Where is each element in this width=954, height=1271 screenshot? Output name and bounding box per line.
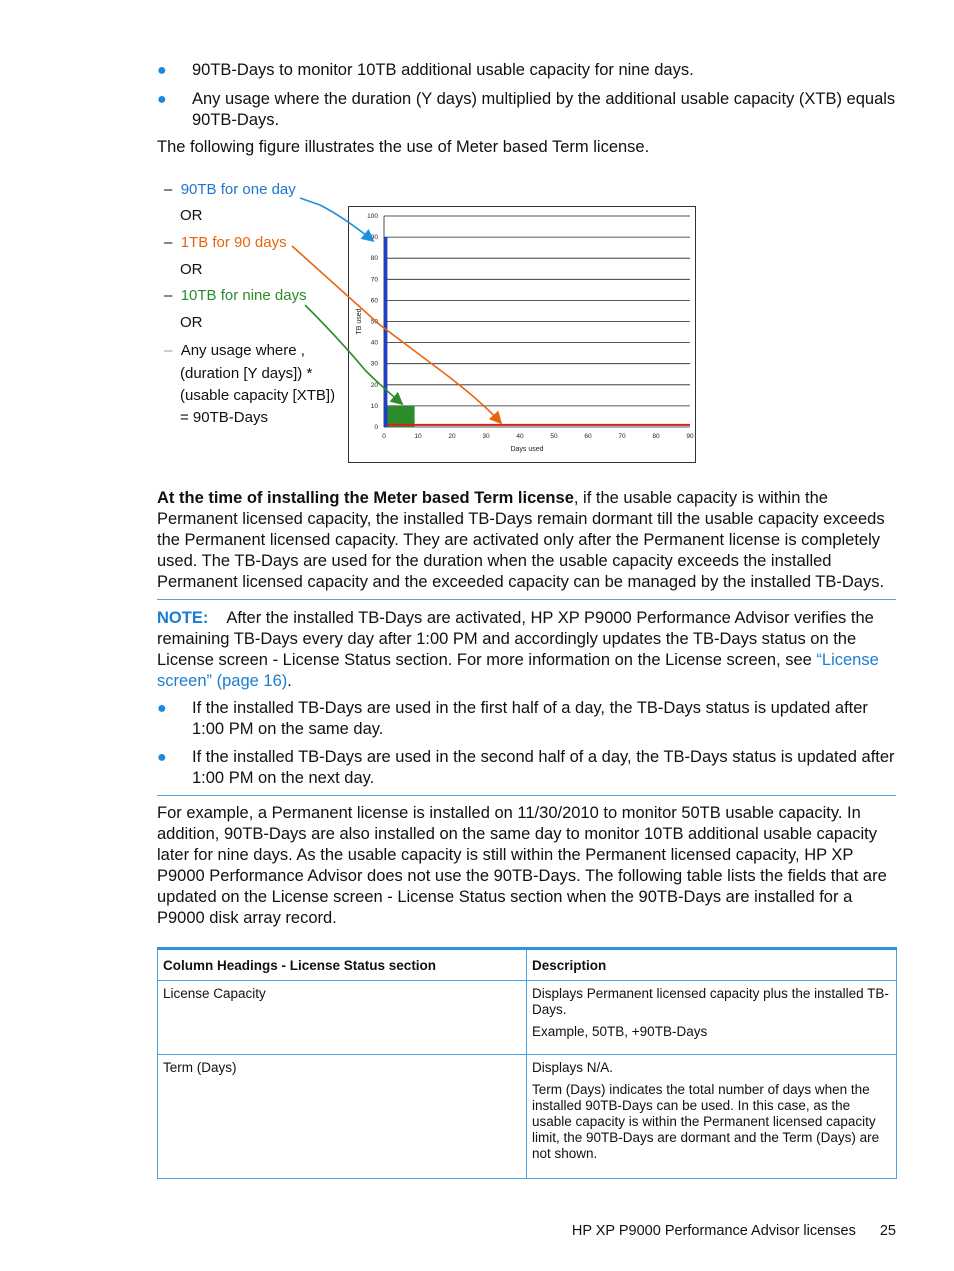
y-tick-label: 30 <box>370 360 378 368</box>
x-tick-label: 40 <box>516 433 524 440</box>
series-green-area <box>384 406 415 427</box>
figure-svg <box>0 0 954 480</box>
x-tick-label: 90 <box>686 433 694 440</box>
page-number: 25 <box>879 1223 896 1239</box>
y-tick-label: 10 <box>370 402 378 410</box>
y-tick-label: 70 <box>370 276 378 284</box>
bullet-icon: ● <box>157 749 167 766</box>
table-cell: Term (Days) <box>158 1055 527 1179</box>
y-tick-label: 0 <box>374 424 378 431</box>
x-tick-label: 70 <box>618 433 626 440</box>
legend-option-3: – 10TB for nine days <box>164 287 307 304</box>
legend-option-4-line-2: (duration [Y days]) * <box>180 365 313 382</box>
list-item: ● 90TB-Days to monitor 10TB additional usable capacity for nine days. <box>157 61 694 79</box>
legend-option-1: – 90TB for one day <box>164 181 296 198</box>
x-tick-label: 10 <box>414 433 422 440</box>
legend-option-4: – Any usage where , <box>164 342 305 359</box>
table-cell: License Capacity <box>158 981 527 1055</box>
paragraph-activation: At the time of installing the Meter based Term license, if the usable capacity is within the Permanent licensed capacity, the installed TB-Days remain dormant till the usable capacity exceeds the Permanent licensed capacity. They are activated only after the Permanent license is completely used. The TB-Days are used for the duration when the usable capacity exceeds the installed Permanent licensed capacity and the exceeded capacity can be managed by the installed TB-Days. <box>157 489 885 591</box>
list-item: ● If the installed TB-Days are used in the first half of a day, the TB-Days status is updated after 1:00 PM on the same day. <box>157 699 868 738</box>
legend-option-4-line-4: = 90TB-Days <box>180 409 268 426</box>
table-cell: Displays Permanent licensed capacity plus the installed TB-Days. Example, 50TB, +90TB-Days <box>527 981 897 1055</box>
note-block: NOTE: After the installed TB-Days are activated, HP XP P9000 Performance Advisor verifies the remaining TB-Days every day after 1:00 PM and accordingly updates the TB-Days status on the License screen - License Status section. For more information on the License screen, see “License screen” (page 16). <box>157 609 879 690</box>
table-header-cell: Column Headings - License Status section <box>158 949 527 981</box>
table-row <box>158 981 897 1055</box>
y-tick-label: 90 <box>370 234 378 242</box>
y-tick-label: 60 <box>370 297 378 305</box>
note-label: NOTE: <box>157 609 209 627</box>
bullet-icon: ● <box>157 91 167 108</box>
table-row <box>158 1055 897 1179</box>
legend-option-2: – 1TB for 90 days <box>164 234 287 251</box>
y-tick-label: 20 <box>370 381 378 389</box>
list-item: ● If the installed TB-Days are used in the second half of a day, the TB-Days status is updated after 1:00 PM on the next day. <box>157 748 895 787</box>
note-bullet-list <box>157 698 897 797</box>
bullet-icon: ● <box>157 62 167 79</box>
x-axis-label: Days used <box>510 446 544 453</box>
y-tick-label: 50 <box>370 318 378 326</box>
series-blue-bar <box>384 237 387 427</box>
paragraph-example: For example, a Permanent license is installed on 11/30/2010 to monitor 50TB usable capacity. In addition, 90TB-Days are also installed on the same day to monitor 10TB additional usable capacity later for nine days. As the usable capacity is still within the Permanent licensed capacity, HP XP P9000 Performance Advisor does not use the 90TB-Days. The following table lists the fields that are updated on the License screen - License Status section when the 90TB-Days are installed for a P9000 disk array record. <box>157 804 887 927</box>
figure-intro: The following figure illustrates the use of Meter based Term license. <box>157 138 650 156</box>
y-tick-label: 40 <box>370 339 378 347</box>
page-footer <box>572 1223 896 1239</box>
license-screen-link[interactable]: “License screen” (page 16) <box>157 651 879 690</box>
y-tick-label: 100 <box>367 213 378 220</box>
divider <box>157 599 896 600</box>
bullet-icon: ● <box>157 700 167 717</box>
legend-or: OR <box>180 207 203 224</box>
y-tick-label: 80 <box>370 255 378 263</box>
legend-option-4-line-3: (usable capacity [XTB]) <box>180 387 336 404</box>
x-tick-label: 60 <box>584 433 592 440</box>
y-axis-label: TB used <box>356 308 363 335</box>
table-header-cell: Description <box>527 949 897 981</box>
footer-title: HP XP P9000 Performance Advisor licenses <box>571 1223 856 1239</box>
table-header-row <box>158 949 897 981</box>
x-tick-label: 0 <box>382 433 386 440</box>
license-status-table <box>157 947 897 1179</box>
x-tick-label: 30 <box>482 433 490 440</box>
x-tick-label: 80 <box>652 433 660 440</box>
divider <box>157 795 896 796</box>
x-tick-label: 20 <box>448 433 456 440</box>
legend-or: OR <box>180 261 203 278</box>
legend-or: OR <box>180 314 203 331</box>
list-item: ● Any usage where the duration (Y days) multiplied by the additional usable capacity (XTB) equals 90TB-Days. <box>157 90 896 129</box>
x-tick-label: 50 <box>550 433 558 440</box>
table-cell: Displays N/A. Term (Days) indicates the total number of days when the installed 90TB-Days can be used. In this case, as the usable capacity is within the Permanent licensed capacity limit, the 90TB-Days are dormant and the Term (Days) are not shown. <box>527 1055 897 1179</box>
